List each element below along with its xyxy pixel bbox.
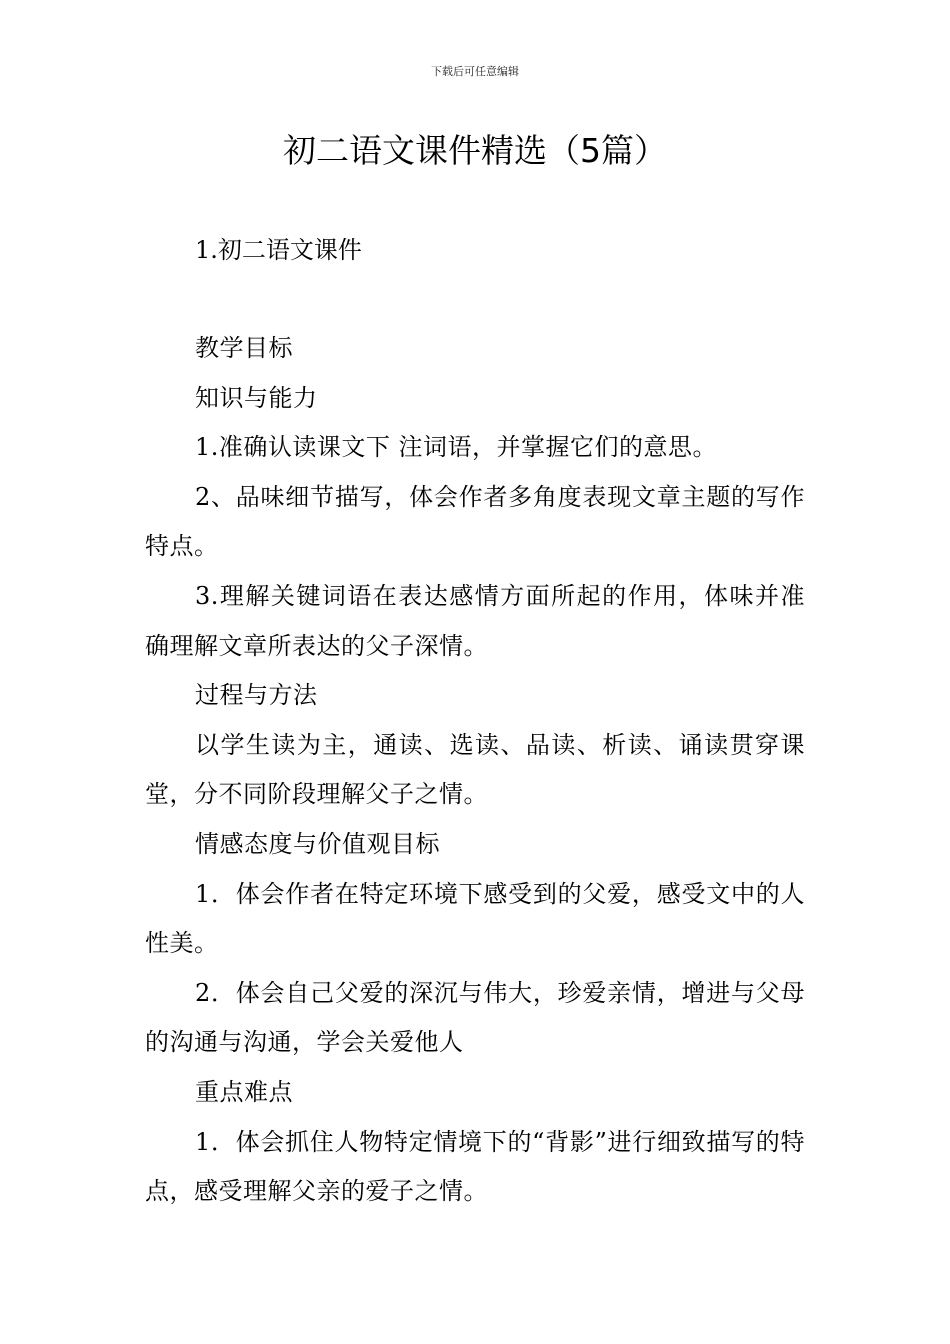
section-heading: 1.初二语文课件 — [195, 236, 362, 264]
header-note: 下载后可任意编辑 — [431, 65, 519, 78]
document-title: 初二语文课件精选（5篇） — [283, 131, 667, 170]
paragraph-emotion-goals: 情感态度与价值观目标 — [195, 829, 440, 858]
paragraph-goal-3: 3.理解关键词语在表达感情方面所起的作用，体味并准确理解文章所表达的父子深情。 — [145, 581, 805, 660]
paragraph-process-method: 过程与方法 — [195, 681, 318, 710]
paragraph-goal-1: 1.准确认读课文下 注词语，并掌握它们的意思。 — [195, 433, 718, 462]
paragraph-key-difficulties: 重点难点 — [195, 1077, 293, 1106]
paragraph-knowledge-ability: 知识与能力 — [195, 383, 318, 412]
paragraph-emotion-1: 1．体会作者在特定环境下感受到的父爱，感受文中的人性美。 — [145, 879, 805, 958]
paragraph-teaching-goals: 教学目标 — [195, 334, 293, 362]
paragraph-process-detail: 以学生读为主，通读、选读、品读、析读、诵读贯穿课堂，分不同阶段理解父子之情。 — [145, 730, 805, 809]
paragraph-difficulty-1: 1．体会抓住人物特定情境下的“背影”进行细致描写的特点，感受理解父亲的爱子之情。 — [145, 1127, 805, 1206]
paragraph-goal-2: 2、品味细节描写，体会作者多角度表现文章主题的写作特点。 — [145, 482, 805, 561]
document-body — [145, 324, 805, 1217]
paragraph-emotion-2: 2．体会自己父爱的深沉与伟大，珍爱亲情，增进与父母的沟通与沟通，学会关爱他人 — [145, 978, 805, 1057]
